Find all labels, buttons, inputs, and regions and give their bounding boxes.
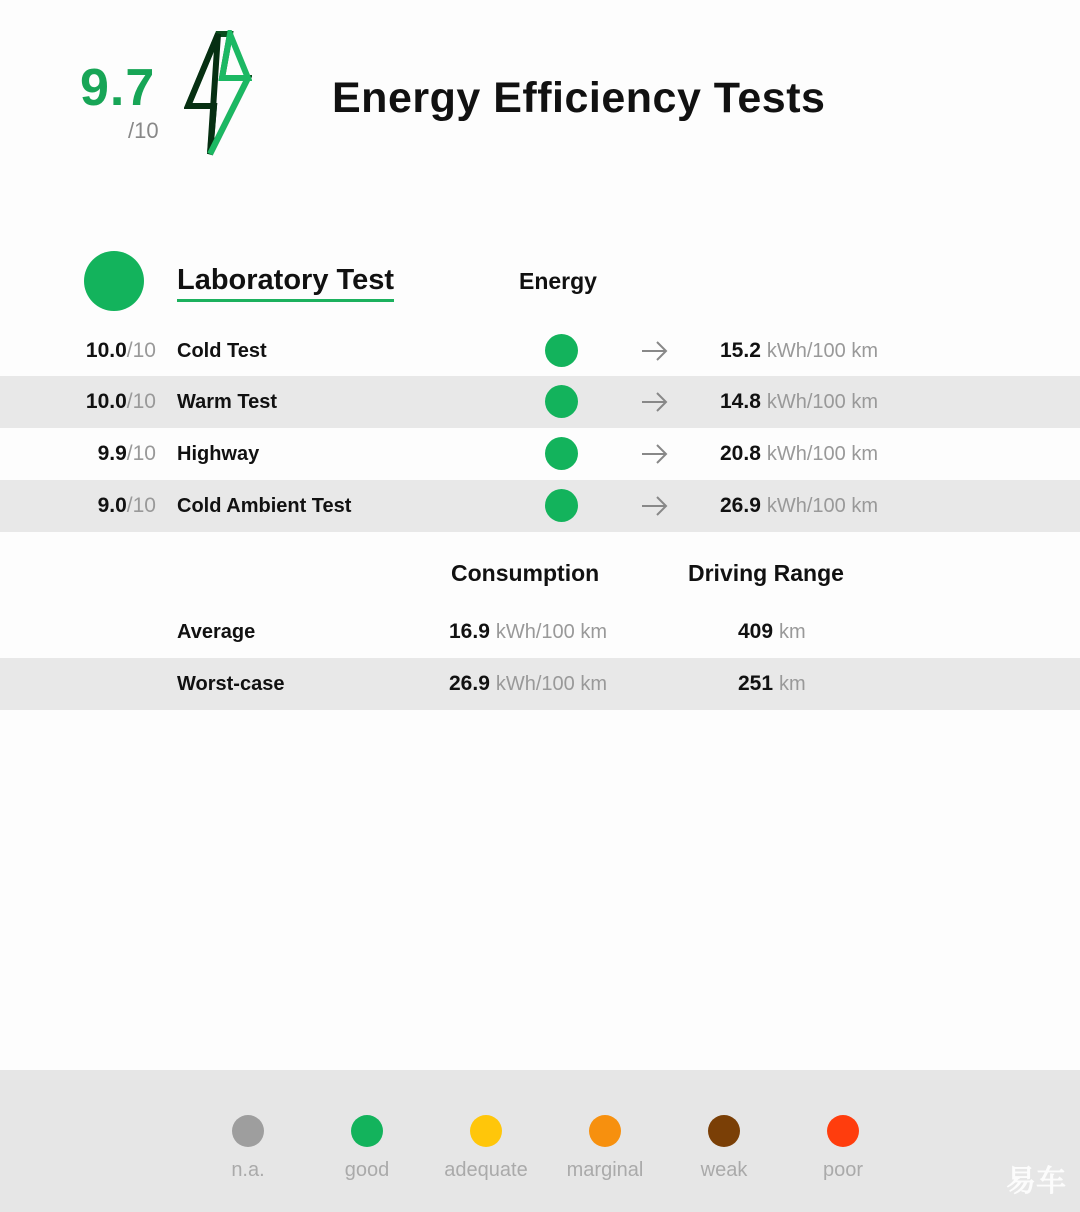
status-dot-good <box>545 489 578 522</box>
energy-value: 15.2 kWh/100 km <box>720 339 879 362</box>
energy-value: 26.9 kWh/100 km <box>720 494 879 517</box>
page-title: Energy Efficiency Tests <box>332 74 826 122</box>
overall-score-max: /10 <box>128 118 159 143</box>
test-row <box>0 428 1080 480</box>
arrow-right-icon <box>640 339 670 363</box>
status-dot-good <box>545 334 578 367</box>
consumption-value: 16.9 kWh/100 km <box>449 620 608 643</box>
legend-dot <box>827 1115 859 1147</box>
summary-label: Average <box>177 621 256 643</box>
test-name: Warm Test <box>177 391 278 413</box>
summary-row <box>0 658 1080 710</box>
test-name: Cold Ambient Test <box>177 495 352 517</box>
consumption-column-header: Consumption <box>451 560 600 586</box>
energy-value: 20.8 kWh/100 km <box>720 442 879 465</box>
energy-value: 14.8 kWh/100 km <box>720 390 879 413</box>
test-row <box>0 325 1080 377</box>
lab-status-dot <box>84 251 144 311</box>
status-dot-good <box>545 385 578 418</box>
legend-item-marginal <box>545 1115 665 1182</box>
legend-item-poor <box>783 1115 903 1182</box>
legend-dot <box>470 1115 502 1147</box>
legend-item-na <box>188 1115 308 1182</box>
lightning-bolt-icon <box>184 30 252 158</box>
legend-item-adequate <box>426 1115 546 1182</box>
legend-label: weak <box>700 1159 748 1181</box>
test-row <box>0 480 1080 532</box>
test-row <box>0 376 1080 428</box>
test-score: 10.0/10 <box>85 390 156 413</box>
energy-column-header: Energy <box>519 268 597 294</box>
status-dot-good <box>545 437 578 470</box>
consumption-value: 26.9 kWh/100 km <box>449 672 608 695</box>
test-score: 9.9/10 <box>97 442 156 465</box>
legend-label: n.a. <box>231 1159 265 1181</box>
legend-label: adequate <box>444 1159 528 1181</box>
range-value: 251 km <box>738 672 806 695</box>
legend-item-good <box>307 1115 427 1182</box>
range-value: 409 km <box>738 620 806 643</box>
watermark-logo: 易车 <box>1006 1165 1066 1198</box>
legend-dot <box>351 1115 383 1147</box>
test-name: Cold Test <box>177 340 267 362</box>
overall-score: 9.7 <box>80 59 156 117</box>
test-score: 10.0/10 <box>85 339 156 362</box>
legend-dot <box>589 1115 621 1147</box>
arrow-right-icon <box>640 494 670 518</box>
legend-dot <box>232 1115 264 1147</box>
legend-label: marginal <box>566 1159 644 1181</box>
legend-item-weak <box>664 1115 784 1182</box>
test-name: Highway <box>177 443 260 465</box>
summary-label: Worst-case <box>177 673 285 695</box>
rating-legend <box>0 1070 1080 1212</box>
arrow-right-icon <box>640 390 670 414</box>
summary-row <box>0 606 1080 658</box>
legend-dot <box>708 1115 740 1147</box>
test-score: 9.0/10 <box>97 494 156 517</box>
arrow-right-icon <box>640 442 670 466</box>
legend-label: good <box>344 1159 390 1181</box>
lab-section-title: Laboratory Test <box>177 264 394 302</box>
driving-range-column-header: Driving Range <box>688 560 844 586</box>
legend-label: poor <box>822 1159 864 1181</box>
